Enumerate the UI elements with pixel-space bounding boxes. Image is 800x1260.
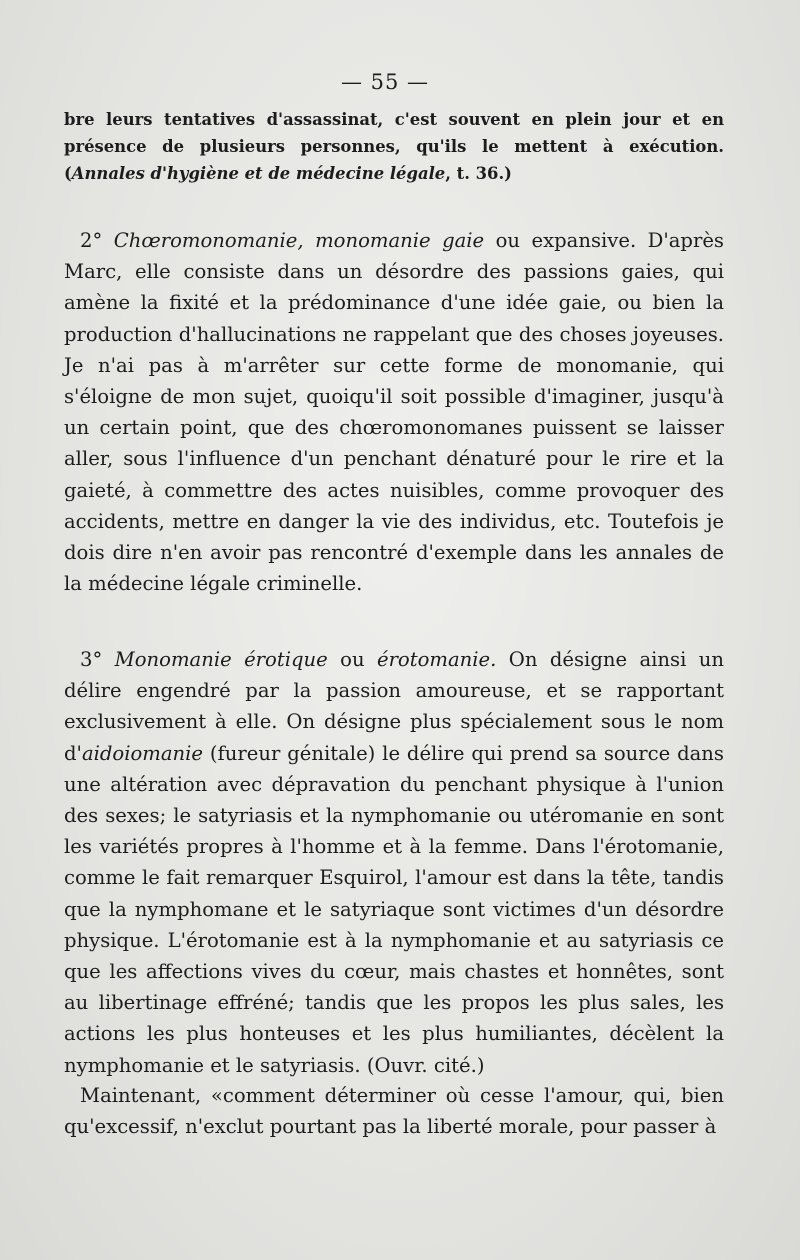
citation-source: Annales d'hygiène et de médecine légale <box>71 164 446 183</box>
section-2-paragraph <box>64 225 724 599</box>
section-2-number: 2° <box>80 229 103 252</box>
citation-close: , t. 36.) <box>445 164 512 183</box>
section-3-title-2: érotomanie. <box>376 648 497 671</box>
continuation-paragraph <box>64 106 724 187</box>
continuation-text: bre leurs tentatives d'assassinat, c'est souvent en plein jour et en présence de plusieurs personnes, qu'ils le mettent à exécution. <box>64 110 724 156</box>
section-3-body-2: (fureur génitale) le délire qui prend sa source dans une altération avec dépravation du penchant physique à l'union des sexes; le satyriasis et la nymphomanie ou utéromanie en sont les variétés propres à l'homme et à la femme. Dans l'érotomanie, comme le fait remarquer Esquirol, l'amour est dans la tête, tandis que la nymphomane et le satyriaque sont victimes d'un désordre physique. L'érotomanie est à la nymphomanie et au satyriasis ce que les affections vives du cœur, mais chastes et honnêtes, sont au libertinage effréné; tandis que les propos les plus sales, les actions les plus honteuses et les plus humiliantes, décèlent la nymphomanie et le satyriasis. (Ouvr. cité.) <box>64 741 724 1077</box>
section-4-body: Maintenant, «comment déterminer où cesse l'amour, qui, bien qu'excessif, n'exclut pourtant pas la liberté morale, pour passer à <box>64 1084 724 1139</box>
section-3-title-1: Monomanie érotique <box>114 648 328 671</box>
section-4-paragraph <box>64 1080 724 1142</box>
section-2-title: Chœromonomanie, monomanie gaie <box>113 229 485 252</box>
section-3-number: 3° <box>80 648 103 671</box>
page-number: — 55 — <box>340 70 430 94</box>
section-2-title-rest: ou expansive. <box>484 229 637 252</box>
citation-open: ( <box>64 164 72 183</box>
section-3-paragraph <box>64 644 724 1081</box>
section-3-term: aidoiomanie <box>81 741 204 765</box>
section-3-title-or: ou <box>327 648 377 671</box>
section-3-body-1: On désigne ainsi un délire engendré par la passion amoureuse, et se rapportant exclusivement à elle. On désigne plus spécialement sous le nom d' <box>64 648 725 765</box>
section-2-body: D'après Marc, elle consiste dans un désordre des passions gaies, qui amène la fixité et la prédominance d'une idée gaie, ou bien la production d'hallucinations ne rappelant que des choses joyeuses. Je n'ai pas à m'arrêter sur cette forme de monomanie, qui s'éloigne de mon sujet, quoiqu'il soit possible d'imaginer, jusqu'à un certain point, que des chœromonomanes puissent se laisser aller, sous l'influence d'un penchant dénaturé pour le rire et la gaieté, à commettre des actes nuisibles, comme provoquer des accidents, mettre en danger la vie des individus, etc. Toutefois je dois dire n'en avoir pas rencontré d'exemple dans les annales de la médecine légale criminelle. <box>64 229 724 596</box>
